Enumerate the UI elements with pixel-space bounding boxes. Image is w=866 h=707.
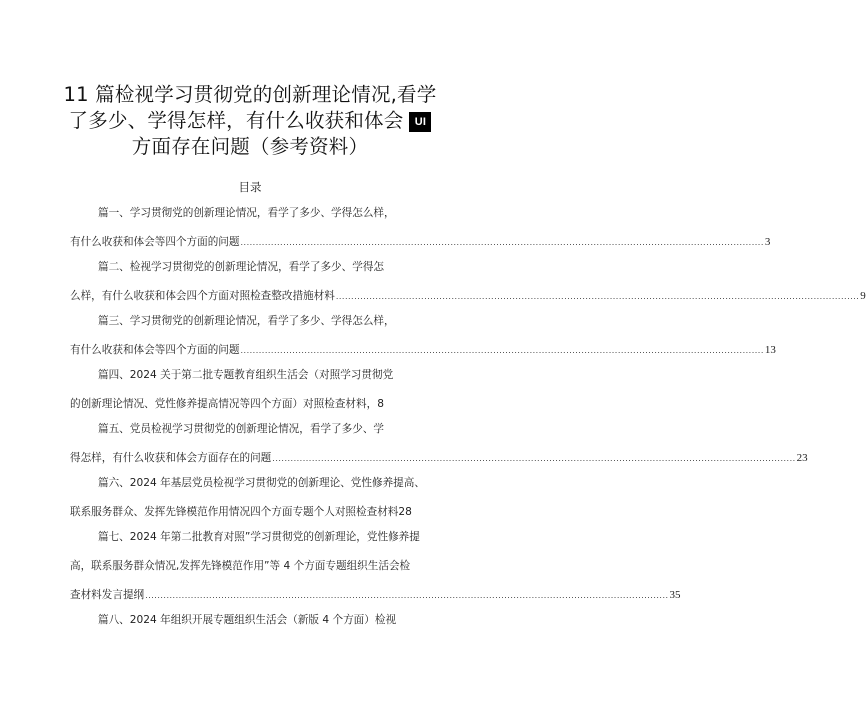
toc-entry-text: 得怎样，有什么收获和体会方面存在的问题 [70, 452, 272, 464]
toc-entry-line1: 篇一、学习贯彻党的创新理论情况，看学了多少、学得怎么样， [98, 207, 395, 219]
toc-entry-line2 [70, 558, 416, 574]
toc-entry-line1: 篇四、2024 关于第二批专题教育组织生活会（对照学习贯彻党 [98, 369, 394, 381]
toc-leader-dots: ............................................................................................................................................................................ [145, 591, 669, 600]
title-line-2 [60, 108, 440, 134]
toc-entry-line1: 篇三、学习贯彻党的创新理论情况，看学了多少、学得怎么样， [98, 315, 395, 327]
toc-entry-text: 有什么收获和体会等四个方面的问题 [70, 236, 240, 248]
toc-entry-text: 高，联系服务群众情况,发挥先锋模范作用”等 4 个方面专题组织生活会检 [70, 560, 411, 572]
toc-entry-text: 联系服务群众、发挥先锋模范作用情况四个方面专题个人对照检查材料28 [70, 506, 412, 518]
toc-page-number: 35 [669, 589, 681, 601]
document-title [60, 82, 440, 160]
toc-entry-7[interactable] [70, 529, 681, 603]
toc-leader-dots: ............................................................................................................................................................................ [240, 346, 764, 355]
toc-entry-line3 [70, 587, 681, 603]
title-line-3: 方面存在问题（参考资料） [131, 135, 369, 158]
toc-entry-1[interactable] [70, 205, 771, 250]
toc-entry-6[interactable] [70, 475, 425, 520]
toc-entry-text: 查材料发言提纲 [70, 589, 145, 601]
toc-entry-text: 有什么收获和体会等四个方面的问题 [70, 344, 240, 356]
toc-entry-line2 [70, 396, 416, 412]
toc-leader-dots: ............................................................................................................................................................................ [335, 292, 860, 301]
toc-entry-5[interactable] [70, 421, 808, 466]
toc-leader-dots: ............................................................................................................................................................................ [240, 238, 764, 247]
toc-entry-3[interactable] [70, 313, 776, 358]
toc-page-number: 9 [860, 290, 866, 302]
title-line-1: 11 篇检视学习贯彻党的创新理论情况,看学 [63, 83, 437, 106]
toc-entry-line2 [70, 450, 808, 466]
toc-entry-4[interactable] [70, 367, 416, 412]
ui-badge[interactable]: UI [409, 112, 431, 132]
toc-heading: 目录 [238, 180, 262, 194]
toc-page-number: 3 [764, 236, 771, 248]
toc-leader-dots: ............................................................................................................................................................................ [272, 454, 796, 463]
toc-entry-line2 [70, 342, 776, 358]
toc-page-number: 13 [764, 344, 776, 356]
toc-entry-8[interactable] [70, 612, 416, 628]
toc-entry-line2 [70, 504, 416, 520]
toc-entry-text: 么样，有什么收获和体会四个方面对照检查整改措施材料 [70, 290, 335, 302]
toc-entry-line1: 篇二、检视学习贯彻党的创新理论情况，看学了多少、学得怎 [98, 261, 385, 273]
toc-entry-text: 的创新理论情况、党性修养提高情况等四个方面）对照检查材料，8 [70, 398, 384, 410]
title-line-2-text: 了多少、学得怎样，有什么收获和体会 [68, 109, 404, 132]
toc-entry-line1: 篇六、2024 年基层党员检视学习贯彻党的创新理论、党性修养提高、 [98, 477, 425, 489]
toc-entry-line1: 篇八、2024 年组织开展专题组织生活会（新版 4 个方面）检视 [98, 614, 397, 626]
toc-page-number: 23 [796, 452, 808, 464]
toc-entry-line2 [70, 288, 866, 304]
toc-entry-line1: 篇五、党员检视学习贯彻党的创新理论情况，看学了多少、学 [98, 423, 385, 435]
toc-entry-line1: 篇七、2024 年第二批教育对照”学习贯彻党的创新理论，党性修养提 [98, 531, 420, 543]
toc-entry-2[interactable] [70, 259, 866, 304]
toc-entry-line2 [70, 234, 771, 250]
